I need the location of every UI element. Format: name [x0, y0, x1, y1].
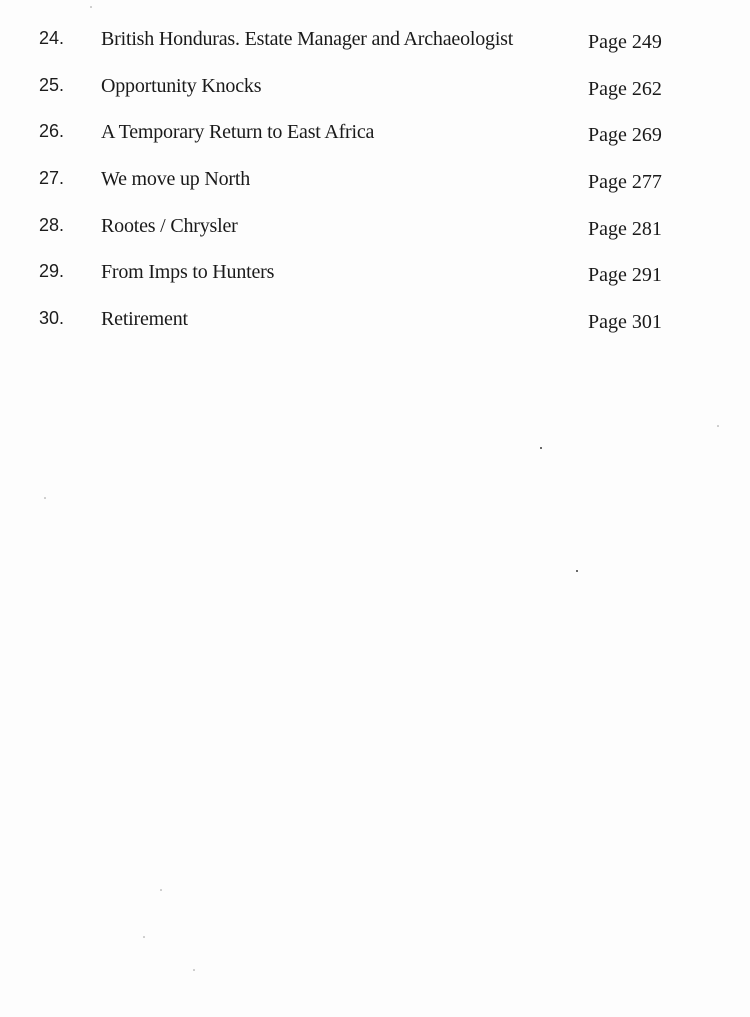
- toc-entry: [0, 121, 750, 168]
- toc-entry: [0, 308, 750, 355]
- toc-entry: [0, 168, 750, 215]
- scan-speck: [717, 425, 719, 427]
- toc-entry-page: Page 281: [588, 217, 662, 240]
- toc-entry-page: Page 249: [588, 31, 662, 53]
- scan-speck: [193, 969, 195, 971]
- table-of-contents: [0, 28, 750, 355]
- toc-entry-title: British Honduras. Estate Manager and Archaeologist: [101, 28, 514, 50]
- scan-speck: [160, 889, 162, 891]
- toc-entry-page: Page 301: [588, 311, 662, 334]
- toc-entry-title: Opportunity Knocks: [101, 74, 262, 97]
- toc-entry-number: 28.: [39, 214, 65, 235]
- scan-speck: [143, 936, 145, 938]
- toc-entry-page: Page 262: [588, 77, 662, 100]
- toc-entry-number: 24.: [39, 28, 65, 48]
- toc-entry: [0, 215, 750, 262]
- toc-entry-number: 27.: [39, 168, 65, 189]
- scan-speck: [44, 497, 46, 499]
- toc-entry-page: Page 291: [588, 264, 662, 287]
- toc-entry: [0, 261, 750, 308]
- toc-entry-title: From Imps to Hunters: [101, 261, 275, 284]
- toc-entry: [0, 75, 750, 122]
- toc-entry-title: We move up North: [101, 168, 251, 191]
- toc-entry-page: Page 269: [588, 124, 662, 147]
- toc-entry-title: Retirement: [101, 308, 188, 331]
- scan-speck: [540, 447, 542, 449]
- scan-speck: [576, 570, 578, 572]
- scan-speck: [90, 6, 92, 8]
- toc-entry-number: 26.: [39, 121, 65, 142]
- toc-entry-page: Page 277: [588, 171, 662, 194]
- toc-entry-title: Rootes / Chrysler: [101, 214, 238, 237]
- toc-entry: [0, 28, 750, 75]
- toc-entry-number: 25.: [39, 74, 65, 95]
- toc-entry-title: A Temporary Return to East Africa: [101, 121, 375, 144]
- toc-entry-number: 29.: [39, 261, 65, 282]
- toc-entry-number: 30.: [39, 308, 65, 329]
